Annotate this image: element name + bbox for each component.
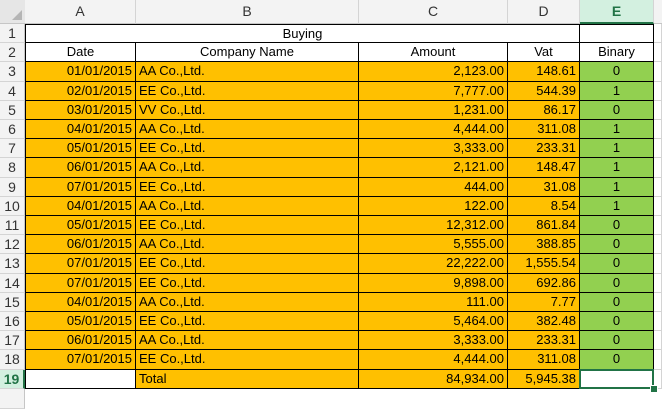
column-header-e[interactable]: E: [580, 0, 654, 24]
company-cell[interactable]: EE Co.,Ltd.: [136, 254, 359, 273]
binary-cell[interactable]: 0: [580, 62, 654, 81]
total-label[interactable]: Total: [136, 370, 359, 389]
amount-cell[interactable]: 444.00: [359, 178, 508, 197]
binary-cell[interactable]: 0: [580, 331, 654, 350]
date-cell[interactable]: 04/01/2015: [25, 197, 136, 216]
empty-cell[interactable]: [654, 197, 662, 216]
binary-cell[interactable]: 1: [580, 178, 654, 197]
binary-cell[interactable]: 0: [580, 350, 654, 369]
binary-cell[interactable]: 1: [580, 120, 654, 139]
company-cell[interactable]: EE Co.,Ltd.: [136, 82, 359, 101]
amount-cell[interactable]: 122.00: [359, 197, 508, 216]
column-header-d[interactable]: D: [508, 0, 580, 24]
company-cell[interactable]: AA Co.,Ltd.: [136, 62, 359, 81]
amount-cell[interactable]: 2,121.00: [359, 158, 508, 177]
column-header-b[interactable]: B: [136, 0, 359, 24]
total-amount[interactable]: 84,934.00: [359, 370, 508, 389]
binary-cell[interactable]: 0: [580, 254, 654, 273]
empty-cell[interactable]: [654, 312, 662, 331]
fill-handle[interactable]: [650, 385, 658, 393]
company-cell[interactable]: EE Co.,Ltd.: [136, 139, 359, 158]
date-cell[interactable]: 01/01/2015: [25, 62, 136, 81]
row-header-5[interactable]: 5: [0, 101, 25, 120]
row-header-2[interactable]: 2: [0, 43, 25, 62]
empty-cell[interactable]: [654, 274, 662, 293]
row-header-15[interactable]: 15: [0, 293, 25, 312]
date-cell[interactable]: 07/01/2015: [25, 178, 136, 197]
company-cell[interactable]: AA Co.,Ltd.: [136, 235, 359, 254]
empty-cell[interactable]: [654, 139, 662, 158]
select-all-corner[interactable]: [0, 0, 26, 24]
binary-cell[interactable]: 0: [580, 274, 654, 293]
column-header-a[interactable]: A: [25, 0, 136, 24]
empty-cell[interactable]: [654, 331, 662, 350]
vat-cell[interactable]: 148.61: [508, 62, 580, 81]
empty-cell[interactable]: [654, 43, 662, 62]
header-company[interactable]: Company Name: [136, 43, 359, 62]
column-header-filler: [654, 0, 662, 24]
cell-a19[interactable]: [25, 370, 136, 389]
binary-cell[interactable]: 0: [580, 293, 654, 312]
date-cell[interactable]: 04/01/2015: [25, 293, 136, 312]
empty-cell[interactable]: [654, 293, 662, 312]
date-cell[interactable]: 02/01/2015: [25, 82, 136, 101]
header-binary[interactable]: Binary: [580, 43, 654, 62]
date-cell[interactable]: 03/01/2015: [25, 101, 136, 120]
row-header-7[interactable]: 7: [0, 139, 25, 158]
date-cell[interactable]: 05/01/2015: [25, 312, 136, 331]
vat-cell[interactable]: 233.31: [508, 139, 580, 158]
row-header-12[interactable]: 12: [0, 235, 25, 254]
date-cell[interactable]: 07/01/2015: [25, 254, 136, 273]
row-header-4[interactable]: 4: [0, 82, 25, 101]
empty-cell[interactable]: [654, 101, 662, 120]
binary-cell[interactable]: 1: [580, 139, 654, 158]
vat-cell[interactable]: 382.48: [508, 312, 580, 331]
company-cell[interactable]: VV Co.,Ltd.: [136, 101, 359, 120]
amount-cell[interactable]: 4,444.00: [359, 120, 508, 139]
vat-cell[interactable]: 311.08: [508, 120, 580, 139]
binary-cell[interactable]: 0: [580, 312, 654, 331]
row-header-13[interactable]: 13: [0, 254, 25, 273]
amount-cell[interactable]: 12,312.00: [359, 216, 508, 235]
date-cell[interactable]: 05/01/2015: [25, 216, 136, 235]
date-cell[interactable]: 07/01/2015: [25, 274, 136, 293]
binary-cell[interactable]: 0: [580, 101, 654, 120]
empty-cell[interactable]: [654, 62, 662, 81]
date-cell[interactable]: 06/01/2015: [25, 235, 136, 254]
empty-cell[interactable]: [654, 24, 662, 43]
vat-cell[interactable]: 148.47: [508, 158, 580, 177]
amount-cell[interactable]: 3,333.00: [359, 139, 508, 158]
binary-cell[interactable]: 0: [580, 216, 654, 235]
vat-cell[interactable]: 7.77: [508, 293, 580, 312]
vat-cell[interactable]: 86.17: [508, 101, 580, 120]
company-cell[interactable]: EE Co.,Ltd.: [136, 216, 359, 235]
row-header-9[interactable]: 9: [0, 178, 25, 197]
amount-cell[interactable]: 9,898.00: [359, 274, 508, 293]
row-header-8[interactable]: 8: [0, 158, 25, 177]
row-header-partial: [0, 389, 25, 409]
date-cell[interactable]: 06/01/2015: [25, 158, 136, 177]
header-vat[interactable]: Vat: [508, 43, 580, 62]
vat-cell[interactable]: 31.08: [508, 178, 580, 197]
title-cell[interactable]: Buying: [25, 24, 580, 43]
company-cell[interactable]: EE Co.,Ltd.: [136, 312, 359, 331]
row-header-17[interactable]: 17: [0, 331, 25, 350]
empty-cell[interactable]: [654, 350, 662, 369]
empty-cell[interactable]: [654, 216, 662, 235]
date-cell[interactable]: 06/01/2015: [25, 331, 136, 350]
empty-cell[interactable]: [654, 235, 662, 254]
empty-cell[interactable]: [654, 178, 662, 197]
date-cell[interactable]: 04/01/2015: [25, 120, 136, 139]
vat-cell[interactable]: 544.39: [508, 82, 580, 101]
amount-cell[interactable]: 7,777.00: [359, 82, 508, 101]
company-cell[interactable]: EE Co.,Ltd.: [136, 350, 359, 369]
company-cell[interactable]: EE Co.,Ltd.: [136, 178, 359, 197]
company-cell[interactable]: AA Co.,Ltd.: [136, 331, 359, 350]
row-header-18[interactable]: 18: [0, 350, 25, 369]
cell-e1[interactable]: [580, 24, 654, 43]
company-cell[interactable]: AA Co.,Ltd.: [136, 197, 359, 216]
empty-cell[interactable]: [654, 158, 662, 177]
vat-cell[interactable]: 233.31: [508, 331, 580, 350]
row-header-19[interactable]: 19: [0, 370, 25, 389]
row-header-1[interactable]: 1: [0, 24, 25, 43]
cell-e19[interactable]: [580, 370, 654, 389]
row-header-11[interactable]: 11: [0, 216, 25, 235]
vat-cell[interactable]: 692.86: [508, 274, 580, 293]
amount-cell[interactable]: 22,222.00: [359, 254, 508, 273]
row-header-6[interactable]: 6: [0, 120, 25, 139]
select-all-triangle-icon: [12, 10, 22, 20]
vat-cell[interactable]: 388.85: [508, 235, 580, 254]
row-header-14[interactable]: 14: [0, 274, 25, 293]
binary-cell[interactable]: 1: [580, 197, 654, 216]
empty-cell[interactable]: [654, 82, 662, 101]
vat-cell[interactable]: 311.08: [508, 350, 580, 369]
company-cell[interactable]: EE Co.,Ltd.: [136, 274, 359, 293]
company-cell[interactable]: AA Co.,Ltd.: [136, 293, 359, 312]
row-header-10[interactable]: 10: [0, 197, 25, 216]
company-cell[interactable]: AA Co.,Ltd.: [136, 158, 359, 177]
header-amount[interactable]: Amount: [359, 43, 508, 62]
date-cell[interactable]: 05/01/2015: [25, 139, 136, 158]
amount-cell[interactable]: 4,444.00: [359, 350, 508, 369]
date-cell[interactable]: 07/01/2015: [25, 350, 136, 369]
amount-cell[interactable]: 2,123.00: [359, 62, 508, 81]
total-vat[interactable]: 5,945.38: [508, 370, 580, 389]
amount-cell[interactable]: 1,231.00: [359, 101, 508, 120]
binary-cell[interactable]: 1: [580, 82, 654, 101]
row-header-3[interactable]: 3: [0, 62, 25, 81]
header-date[interactable]: Date: [25, 43, 136, 62]
company-cell[interactable]: AA Co.,Ltd.: [136, 120, 359, 139]
empty-cell[interactable]: [654, 120, 662, 139]
vat-cell[interactable]: 861.84: [508, 216, 580, 235]
binary-cell[interactable]: 0: [580, 235, 654, 254]
empty-cell[interactable]: [654, 254, 662, 273]
amount-cell[interactable]: 5,464.00: [359, 312, 508, 331]
binary-cell[interactable]: 1: [580, 158, 654, 177]
vat-cell[interactable]: 8.54: [508, 197, 580, 216]
amount-cell[interactable]: 3,333.00: [359, 331, 508, 350]
row-header-16[interactable]: 16: [0, 312, 25, 331]
amount-cell[interactable]: 5,555.00: [359, 235, 508, 254]
vat-cell[interactable]: 1,555.54: [508, 254, 580, 273]
column-header-c[interactable]: C: [359, 0, 508, 24]
amount-cell[interactable]: 111.00: [359, 293, 508, 312]
